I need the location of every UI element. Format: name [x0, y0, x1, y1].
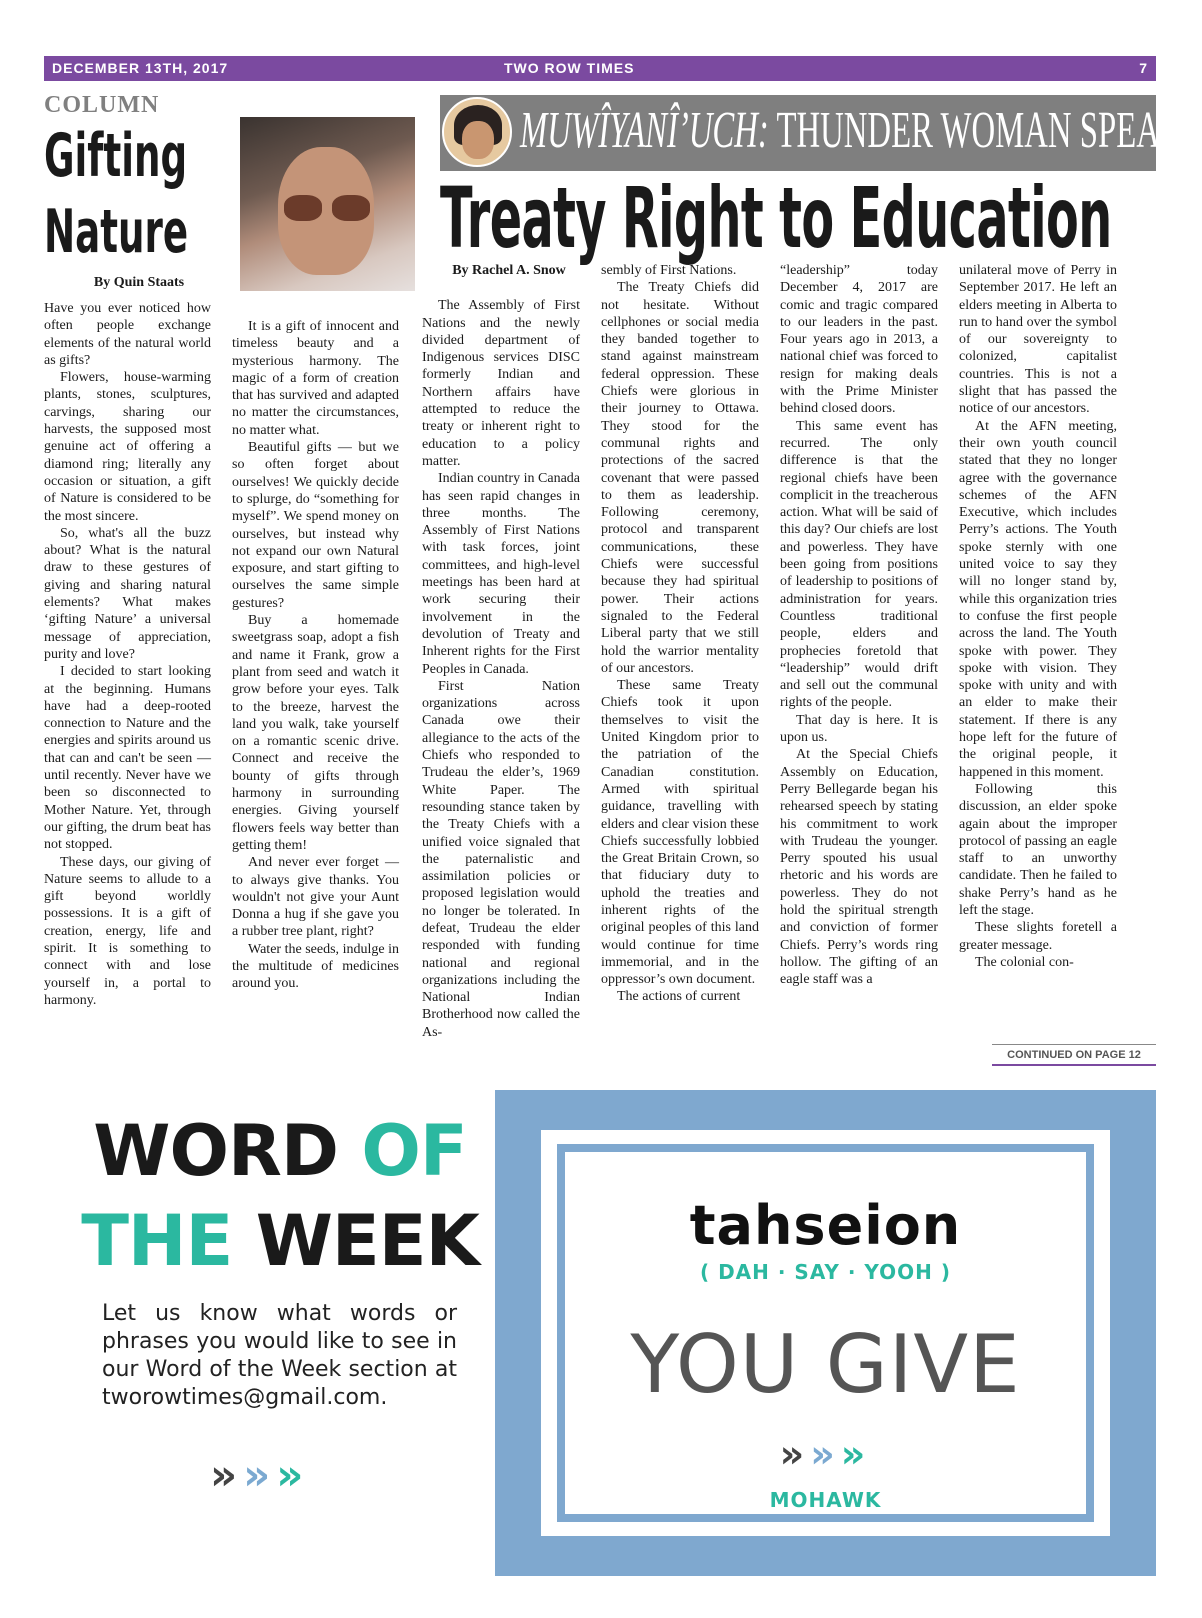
sunglasses-right-lens [332, 195, 370, 221]
paragraph: “leadership” today December 4, 2017 are comic and tragic compared to our leaders in the past. Four years ago in 2013, a national chief was forced to resign for making deals with the Prime Minister behind closed doors. [780, 263, 938, 417]
paragraph: The actions of current [617, 989, 741, 1005]
paragraph: Following this discussion, an elder spoke again about the improper protocol of passing an eagle staff to an unworthy candidate. Then he failed to shake Perry’s hand as he left the stage. [959, 781, 1117, 918]
feature-text-col3 [780, 262, 938, 988]
paragraph: The colonial con- [975, 954, 1074, 970]
banner-title-italic: MUWÎYANÎ’UCH: [520, 102, 769, 159]
title-the: THE [81, 1200, 233, 1282]
mohawk-word: tahseion [689, 1194, 962, 1257]
title-word: WORD [93, 1110, 339, 1192]
title-of: OF [361, 1110, 467, 1192]
feature-byline: By Rachel A. Snow [452, 263, 566, 278]
paragraph: unilateral move of Perry in September 2017. He left an elders meeting in Alberta to run to hand over the symbol of our sovereignty to colonized, capitalist countries. This is not a slight that has passed the notice of our ancestors. [959, 263, 1117, 417]
column-kicker: COLUMN [44, 92, 160, 118]
chevron-icons [565, 1432, 1086, 1476]
paragraph: Water the seeds, indulge in the multitude of medicines around you. [232, 941, 399, 992]
newspaper-name: TWO ROW TIMES [504, 60, 635, 76]
chevron-right-icon: » [210, 1450, 244, 1499]
paragraph: Buy a homemade sweetgrass soap, adopt a fish and name it Frank, grow a plant from seed and watch it grow before your eyes. Talk to the breeze, harvest the land you walk, take yourself on a romantic scenic drive. Connect and receive the bounty of gifts through harmony in surrounding energies. Giving yourself flowers feels way better than getting them! [232, 613, 399, 853]
paragraph: Flowers, house-warming plants, stones, sculptures, carvings, sharing our harvests, the supposed most genuine act of offering a diamond ring; literally any occasion or situation, a gift of Nature is considered to be the most sincere. [44, 370, 211, 524]
feature-banner [440, 95, 1202, 171]
chevron-right-icon: » [840, 1432, 872, 1476]
feature-headline: Treaty Right to Education [440, 169, 1112, 267]
paragraph: That day is here. It is upon us. [780, 712, 938, 746]
paragraph: It is a gift of innocent and timeless beauty and a mysterious harmony. The magic of a form of creation that has survived and adapted no matter the circumstances, no matter what. [232, 319, 399, 438]
column-title [44, 118, 189, 270]
chevron-right-icon: » [276, 1450, 310, 1499]
column-text-col2 [232, 318, 399, 993]
language-label: MOHAWK [769, 1488, 882, 1512]
word-of-week-description: Let us know what words or phrases you would like to see in our Word of the Week section at tworowtimes@gmail.com. [102, 1301, 457, 1410]
paragraph: At the Special Chiefs Assembly on Education, Perry Bellegarde began his rehearsed speech by stating his commitment to work with Trudeau the younger. Perry spouted his usual rhetoric and his words are powerless. They do not hold the spiritual strength and conviction of former Chiefs. Perry’s words ring hollow. The gifting of an eagle staff was a [780, 747, 938, 988]
paragraph: The Assembly of First Nations and the newly divided department of Indigenous services DISC formerly Indian and Northern affairs have attempted to reduce the treaty or inherent right to education to a policy matter. [422, 298, 580, 469]
paragraph: And never ever forget — to always give thanks. You wouldn't not give your Aunt Donna a hug if she gave you a rubber tree plant, right? [232, 855, 399, 940]
column-title-line2: Nature [44, 197, 189, 267]
paragraph: I decided to start looking at the beginning. Humans have had a deep-rooted connection to Nature and the energies and spirits around us that can and can't be seen — until recently. Never have we been so disconnected to Mother Nature. Yet, through our gifting, the drum beat has not stopped. [44, 664, 211, 853]
page-header-bar [44, 56, 1156, 81]
paragraph: These same Treaty Chiefs took it upon themselves to visit the United Kingdom prior to the patriation of the Canadian constitution. Armed with spiritual guidance, travelling with elders and clear vision these Chiefs successfully lobbied the Great Britain Crown, so that fiduciary duty to uphold the treaties and inherent rights of the original peoples of this land would continue for time immemorial, and in the oppressor’s own document. [601, 678, 759, 988]
word-meaning: YOU GIVE [630, 1318, 1021, 1411]
paragraph: These slights foretell a greater message. [959, 920, 1117, 953]
paragraph: sembly of First Nations. [601, 263, 737, 278]
page-number: 7 [1139, 60, 1148, 76]
issue-date: DECEMBER 13TH, 2017 [52, 60, 229, 76]
paragraph: First Nation organizations across Canada owe their allegiance to the acts of the Chiefs who responded to Trudeau the elder’s, 1969 White Paper. The resounding stance taken by the Treaty Chiefs with a unified voice signaled that the paternalistic and assimilation policies or proposed legislation would no longer be tolerated. In defeat, Trudeau the elder responded with funding national and regional organizations including the National Indian Brotherhood now called the As- [422, 678, 580, 1040]
column-title-line1: Gifting [44, 121, 188, 191]
feature-text-col2 [601, 262, 759, 1006]
sunglasses-left-lens [284, 195, 322, 221]
paragraph: So, what's all the buzz about? What is the natural draw to these gestures of giving and sharing natural elements? What makes ‘gifting Nature’ a universal message of appreciation, purity and love? [44, 525, 211, 662]
paragraph: The Treaty Chiefs did not hesitate. Without cellphones or social media they banded together to stand against mainstream federal oppression. These Chiefs were glorious in their journey to Ottawa. They stood for the communal rights and protections of the sacred covenant that were passed to them as leadership. Following ceremony, protocol and transparent communications, these Chiefs were successful because they had spiritual power. Their actions signaled to the Federal Liberal party that we still hold the warrior mentality of our ancestors. [601, 280, 759, 676]
feature-text-col1 [422, 262, 580, 1041]
column-byline: By Quin Staats [93, 275, 185, 290]
pronunciation: ( DAH · SAY · YOOH ) [699, 1260, 952, 1284]
paragraph: At the AFN meeting, their own youth council stated that they no longer agree with the governance schemes of the AFN Executive, which includes Perry’s actions. The Youth spoke sternly with one united voice to say they will no longer stand by, while this organization tries to confuse the first people across the land. The Youth spoke with power. They spoke with vision. They spoke with unity and with an elder to make their statement. If there is any hope left for the future of the original people, it happened in this moment. [959, 418, 1117, 780]
continued-notice: CONTINUED ON PAGE 12 [992, 1044, 1156, 1066]
author-photo [240, 117, 415, 291]
feature-text-col4 [959, 262, 1117, 971]
columnist-avatar [442, 97, 512, 167]
banner-title-rest: THUNDER WOMAN SPEAKS [768, 102, 1202, 159]
paragraph: Beautiful gifts — but we so often forget about ourselves! We quickly decide to splurge, do “something for myself”. We spend money on ourselves, but instead why not expand our own Natural exposure, and start gifting to ourselves the same simple gestures? [232, 440, 399, 611]
paragraph: Have you ever noticed how often people exchange elements of the natural world as gifts? [44, 301, 211, 368]
paragraph: This same event has recurred. The only difference is that the regional chiefs have been complicit in the treacherous action. What will be said of this day? Our chiefs are lost and powerless. They have been going from positions of leadership to positions of administration for years. Countless traditional people, elders and prophecies foretold that “leadership” would drift and sell out the communal rights of the people. [780, 418, 938, 711]
chevron-icons [210, 1450, 309, 1499]
paragraph: These days, our giving of Nature seems to allude to a gift beyond worldly possessions. It is a gift of creation, energy, life and spirit. It is something to connect with and lose yourself in, a portal to harmony. [44, 854, 211, 1008]
word-card-content [565, 1152, 1086, 1514]
chevron-right-icon: » [243, 1450, 277, 1499]
banner-title [520, 103, 1202, 159]
paragraph: Indian country in Canada has seen rapid changes in three months. The Assembly of First Nations with task forces, joint committees, and high-level meetings has been hard at work securing their involvement in the devolution of Treaty and Inherent rights for the First Peoples in Canada. [422, 471, 580, 677]
word-of-week-title [80, 1106, 480, 1286]
chevron-right-icon: » [810, 1432, 841, 1476]
column-text-col1 [44, 300, 211, 1009]
word-card [495, 1090, 1156, 1576]
title-week: WEEK [255, 1200, 479, 1282]
chevron-right-icon: » [779, 1432, 811, 1476]
